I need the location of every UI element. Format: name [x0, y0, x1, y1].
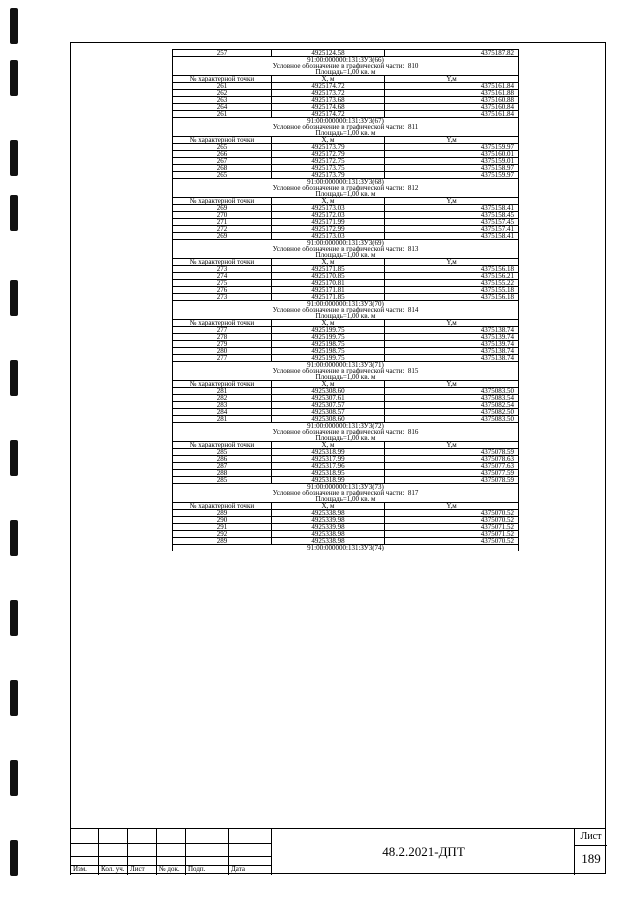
table-row: [173, 165, 519, 172]
y-coordinate: 4375083.50: [385, 388, 519, 395]
table-row: [173, 416, 519, 423]
coordinates-section: [172, 49, 591, 551]
header-row: [173, 198, 519, 205]
label-date: Дата: [231, 865, 245, 873]
y-coordinate: 4375077.59: [385, 470, 519, 477]
legend-code: 813: [407, 246, 419, 252]
legend-prefix: Условное обозначение в графической части:: [272, 63, 405, 69]
table-row: [173, 531, 519, 538]
x-coordinate: 4925317.99: [272, 456, 385, 463]
y-coordinate: 4375155.18: [385, 287, 519, 294]
header-point-number: № характерной точки: [173, 442, 272, 449]
y-coordinate: 4375159.97: [385, 172, 519, 179]
area-text: Площадь=1,00 кв. м: [173, 130, 519, 137]
title-block: [70, 828, 606, 875]
point-number: 266: [173, 151, 272, 158]
header-point-number: № характерной точки: [173, 381, 272, 388]
header-row: [173, 76, 519, 83]
binding-mark: [10, 60, 18, 96]
point-number: 286: [173, 456, 272, 463]
cadastral-number: 91:00:000000:131:ЗУ3(70): [173, 301, 519, 308]
sheet-label: Лист: [580, 831, 602, 842]
point-number: 275: [173, 280, 272, 287]
y-coordinate: 4375156.18: [385, 294, 519, 301]
binding-mark: [10, 760, 18, 796]
cadastral-row: [173, 545, 519, 552]
table-row: [173, 90, 519, 97]
x-coordinate: 4925173.03: [272, 205, 385, 212]
y-coordinate: 4375138.74: [385, 348, 519, 355]
header-row: [173, 320, 519, 327]
table-row: [173, 287, 519, 294]
header-point-number: № характерной точки: [173, 137, 272, 144]
legend-prefix: Условное обозначение в графической части:: [272, 490, 405, 496]
table-row: [173, 402, 519, 409]
table-row: [173, 477, 519, 484]
cadastral-number: 91:00:000000:131:ЗУ3(71): [173, 362, 519, 369]
revision-table: [70, 829, 271, 875]
label-doc-number: № док.: [159, 865, 180, 873]
point-number: 283: [173, 402, 272, 409]
grid-line: [70, 856, 271, 857]
binding-mark: [10, 600, 18, 636]
y-coordinate: 4375077.63: [385, 463, 519, 470]
table-row: [173, 111, 519, 118]
table-row: [173, 233, 519, 240]
table-row: [173, 524, 519, 531]
point-number: 273: [173, 294, 272, 301]
point-number: 278: [173, 334, 272, 341]
header-y: Y,м: [385, 198, 519, 205]
point-number: 265: [173, 172, 272, 179]
legend-code: 810: [407, 63, 419, 69]
x-coordinate: 4925318.99: [272, 477, 385, 484]
point-number: 263: [173, 97, 272, 104]
x-coordinate: 4925174.68: [272, 104, 385, 111]
x-coordinate: 4925171.99: [272, 219, 385, 226]
legend-code: 817: [407, 490, 419, 496]
x-coordinate: 4925339.98: [272, 524, 385, 531]
area-text: Площадь=1,00 кв. м: [173, 313, 519, 320]
y-coordinate: 4375159.97: [385, 144, 519, 151]
label-count: Кол. уч.: [101, 865, 125, 873]
y-coordinate: 4375070.52: [385, 510, 519, 517]
y-coordinate: 4375071.52: [385, 531, 519, 538]
x-coordinate: 4925307.61: [272, 395, 385, 402]
legend-prefix: Условное обозначение в графической части:: [272, 429, 405, 435]
table-row: [173, 341, 519, 348]
y-coordinate: 4375078.59: [385, 449, 519, 456]
x-coordinate: 4925171.85: [272, 294, 385, 301]
header-x: X, м: [272, 198, 385, 205]
grid-line: [70, 829, 71, 875]
header-x: X, м: [272, 137, 385, 144]
y-coordinate: 4375158.45: [385, 212, 519, 219]
header-y: Y,м: [385, 137, 519, 144]
header-point-number: № характерной точки: [173, 76, 272, 83]
legend-code: 812: [407, 185, 419, 191]
header-x: X, м: [272, 320, 385, 327]
y-coordinate: 4375158.41: [385, 205, 519, 212]
y-coordinate: 4375161.84: [385, 111, 519, 118]
table-row: [173, 348, 519, 355]
table-row: [173, 294, 519, 301]
y-coordinate: 4375158.41: [385, 233, 519, 240]
grid-line: [70, 843, 271, 844]
point-number: 291: [173, 524, 272, 531]
x-coordinate: 4925317.96: [272, 463, 385, 470]
x-coordinate: 4925171.85: [272, 266, 385, 273]
table-row: [173, 409, 519, 416]
y-coordinate: 4375071.52: [385, 524, 519, 531]
grid-line: [156, 829, 157, 875]
x-coordinate: 4925199.75: [272, 355, 385, 362]
x-coordinate: 4925173.72: [272, 90, 385, 97]
point-number: 269: [173, 233, 272, 240]
y-coordinate: 4375070.52: [385, 538, 519, 545]
header-row: [173, 442, 519, 449]
coordinates-table: [172, 49, 519, 551]
x-coordinate: 4925308.57: [272, 409, 385, 416]
point-number: 285: [173, 477, 272, 484]
x-coordinate: 4925124.58: [272, 50, 385, 57]
area-text: Площадь=1,00 кв. м: [173, 374, 519, 381]
y-coordinate: 4375187.82: [385, 50, 519, 57]
x-coordinate: 4925174.72: [272, 83, 385, 90]
header-y: Y,м: [385, 259, 519, 266]
point-number: 273: [173, 266, 272, 273]
cadastral-number: 91:00:000000:131:ЗУ3(72): [173, 423, 519, 430]
binding-mark: [10, 680, 18, 716]
point-number: 285: [173, 449, 272, 456]
area-text: Площадь=1,00 кв. м: [173, 69, 519, 76]
table-row: [173, 151, 519, 158]
legend-prefix: Условное обозначение в графической части:: [272, 185, 405, 191]
binding-mark: [10, 280, 18, 316]
header-x: X, м: [272, 442, 385, 449]
grid-line: [185, 829, 186, 875]
table-row: [173, 517, 519, 524]
point-number: 265: [173, 144, 272, 151]
point-number: 288: [173, 470, 272, 477]
y-coordinate: 4375157.45: [385, 219, 519, 226]
sheet-separator: [575, 845, 607, 846]
y-coordinate: 4375139.74: [385, 341, 519, 348]
y-coordinate: 4375159.01: [385, 158, 519, 165]
table-row: [173, 97, 519, 104]
x-coordinate: 4925307.57: [272, 402, 385, 409]
binding-mark: [10, 840, 18, 876]
y-coordinate: 4375138.74: [385, 355, 519, 362]
header-x: X, м: [272, 381, 385, 388]
y-coordinate: 4375158.97: [385, 165, 519, 172]
cadastral-number: 91:00:000000:131:ЗУ3(67): [173, 118, 519, 125]
binding-holes: [7, 0, 23, 905]
sheet-box: [574, 829, 607, 875]
y-coordinate: 4375070.52: [385, 517, 519, 524]
x-coordinate: 4925173.79: [272, 172, 385, 179]
legend-prefix: Условное обозначение в графической части:: [272, 307, 405, 313]
x-coordinate: 4925172.99: [272, 226, 385, 233]
table-row: [173, 158, 519, 165]
x-coordinate: 4925308.60: [272, 416, 385, 423]
point-number: 284: [173, 409, 272, 416]
table-row: [173, 172, 519, 179]
header-x: X, м: [272, 503, 385, 510]
legend-code: 811: [408, 124, 419, 130]
point-number: 289: [173, 510, 272, 517]
x-coordinate: 4925338.98: [272, 538, 385, 545]
binding-mark: [10, 520, 18, 556]
header-x: X, м: [272, 76, 385, 83]
table-row: [173, 266, 519, 273]
point-number: 277: [173, 355, 272, 362]
x-coordinate: 4925174.72: [272, 111, 385, 118]
grid-line: [228, 829, 229, 875]
y-coordinate: 4375156.21: [385, 273, 519, 280]
header-y: Y,м: [385, 320, 519, 327]
table-row: [173, 219, 519, 226]
header-y: Y,м: [385, 503, 519, 510]
table-row: [173, 273, 519, 280]
point-number: 281: [173, 416, 272, 423]
label-sheet: Лист: [130, 865, 145, 873]
x-coordinate: 4925198.75: [272, 341, 385, 348]
x-coordinate: 4925318.99: [272, 449, 385, 456]
table-row: [173, 205, 519, 212]
grid-line: [127, 829, 128, 875]
header-point-number: № характерной точки: [173, 259, 272, 266]
area-text: Площадь=1,00 кв. м: [173, 435, 519, 442]
binding-mark: [10, 360, 18, 396]
table-row: [173, 226, 519, 233]
table-row: [173, 280, 519, 287]
y-coordinate: 4375138.74: [385, 327, 519, 334]
point-number: 264: [173, 104, 272, 111]
point-number: 261: [173, 111, 272, 118]
point-number: 280: [173, 348, 272, 355]
table-row: [173, 538, 519, 545]
table-row: [173, 104, 519, 111]
point-number: 287: [173, 463, 272, 470]
point-number: 289: [173, 538, 272, 545]
cadastral-number: 91:00:000000:131:ЗУ3(68): [173, 179, 519, 186]
y-coordinate: 4375160.84: [385, 104, 519, 111]
x-coordinate: 4925172.75: [272, 158, 385, 165]
table-row: [173, 327, 519, 334]
x-coordinate: 4925199.75: [272, 327, 385, 334]
legend-code: 815: [407, 368, 419, 374]
point-number: 292: [173, 531, 272, 538]
point-number: 262: [173, 90, 272, 97]
table-row: [173, 388, 519, 395]
table-row: [173, 510, 519, 517]
point-number: 272: [173, 226, 272, 233]
cadastral-number: 91:00:000000:131:ЗУ3(74): [173, 545, 519, 552]
table-row: [173, 463, 519, 470]
point-number: 282: [173, 395, 272, 402]
x-coordinate: 4925198.75: [272, 348, 385, 355]
cadastral-number: 91:00:000000:131:ЗУ3(73): [173, 484, 519, 491]
point-number: 276: [173, 287, 272, 294]
cadastral-number: 91:00:000000:131:ЗУ3(66): [173, 57, 519, 64]
legend-code: 816: [407, 429, 419, 435]
x-coordinate: 4925170.81: [272, 280, 385, 287]
y-coordinate: 4375083.50: [385, 416, 519, 423]
table-row: [173, 449, 519, 456]
table-row: [173, 212, 519, 219]
x-coordinate: 4925172.03: [272, 212, 385, 219]
y-coordinate: 4375161.88: [385, 90, 519, 97]
point-number: 271: [173, 219, 272, 226]
x-coordinate: 4925308.60: [272, 388, 385, 395]
table-row: [173, 83, 519, 90]
table-row: [173, 395, 519, 402]
binding-mark: [10, 8, 18, 44]
label-signature: Подп.: [188, 865, 206, 873]
sheet-number: 189: [581, 851, 601, 866]
point-number: 257: [173, 50, 272, 57]
y-coordinate: 4375082.50: [385, 409, 519, 416]
header-y: Y,м: [385, 442, 519, 449]
y-coordinate: 4375078.59: [385, 477, 519, 484]
point-number: 268: [173, 165, 272, 172]
x-coordinate: 4925173.75: [272, 165, 385, 172]
header-row: [173, 137, 519, 144]
legend-code: 814: [407, 307, 419, 313]
x-coordinate: 4925338.98: [272, 510, 385, 517]
header-row: [173, 381, 519, 388]
binding-mark: [10, 440, 18, 476]
x-coordinate: 4925338.98: [272, 531, 385, 538]
header-y: Y,м: [385, 76, 519, 83]
binding-mark: [10, 195, 18, 231]
table-row: [173, 144, 519, 151]
x-coordinate: 4925318.95: [272, 470, 385, 477]
x-coordinate: 4925172.79: [272, 151, 385, 158]
y-coordinate: 4375083.54: [385, 395, 519, 402]
header-point-number: № характерной точки: [173, 320, 272, 327]
point-number: 279: [173, 341, 272, 348]
y-coordinate: 4375156.18: [385, 266, 519, 273]
table-row: [173, 456, 519, 463]
cadastral-number: 91:00:000000:131:ЗУ3(69): [173, 240, 519, 247]
header-row: [173, 503, 519, 510]
point-number: 270: [173, 212, 272, 219]
point-number: 261: [173, 83, 272, 90]
header-point-number: № характерной точки: [173, 503, 272, 510]
area-text: Площадь=1,00 кв. м: [173, 191, 519, 198]
header-y: Y,м: [385, 381, 519, 388]
x-coordinate: 4925173.68: [272, 97, 385, 104]
table-row: [173, 50, 519, 57]
header-row: [173, 259, 519, 266]
table-row: [173, 470, 519, 477]
legend-prefix: Условное обозначение в графической части:: [272, 124, 405, 130]
x-coordinate: 4925199.75: [272, 334, 385, 341]
area-text: Площадь=1,00 кв. м: [173, 496, 519, 503]
x-coordinate: 4925170.85: [272, 273, 385, 280]
binding-mark: [10, 140, 18, 176]
y-coordinate: 4375157.41: [385, 226, 519, 233]
x-coordinate: 4925173.03: [272, 233, 385, 240]
point-number: 281: [173, 388, 272, 395]
y-coordinate: 4375139.74: [385, 334, 519, 341]
y-coordinate: 4375078.63: [385, 456, 519, 463]
legend-prefix: Условное обозначение в графической части:: [272, 368, 405, 374]
table-row: [173, 334, 519, 341]
page-frame: [70, 42, 606, 874]
point-number: 267: [173, 158, 272, 165]
y-coordinate: 4375082.54: [385, 402, 519, 409]
point-number: 277: [173, 327, 272, 334]
label-change: Изм.: [73, 865, 87, 873]
x-coordinate: 4925339.98: [272, 517, 385, 524]
legend-prefix: Условное обозначение в графической части:: [272, 246, 405, 252]
header-x: X, м: [272, 259, 385, 266]
point-number: 269: [173, 205, 272, 212]
point-number: 290: [173, 517, 272, 524]
point-number: 274: [173, 273, 272, 280]
y-coordinate: 4375161.84: [385, 83, 519, 90]
area-text: Площадь=1,00 кв. м: [173, 252, 519, 259]
y-coordinate: 4375160.01: [385, 151, 519, 158]
x-coordinate: 4925173.79: [272, 144, 385, 151]
header-point-number: № характерной точки: [173, 198, 272, 205]
table-row: [173, 355, 519, 362]
grid-line: [98, 829, 99, 875]
y-coordinate: 4375155.22: [385, 280, 519, 287]
y-coordinate: 4375160.88: [385, 97, 519, 104]
x-coordinate: 4925171.81: [272, 287, 385, 294]
document-code: 48.2.2021-ДПТ: [271, 829, 575, 875]
